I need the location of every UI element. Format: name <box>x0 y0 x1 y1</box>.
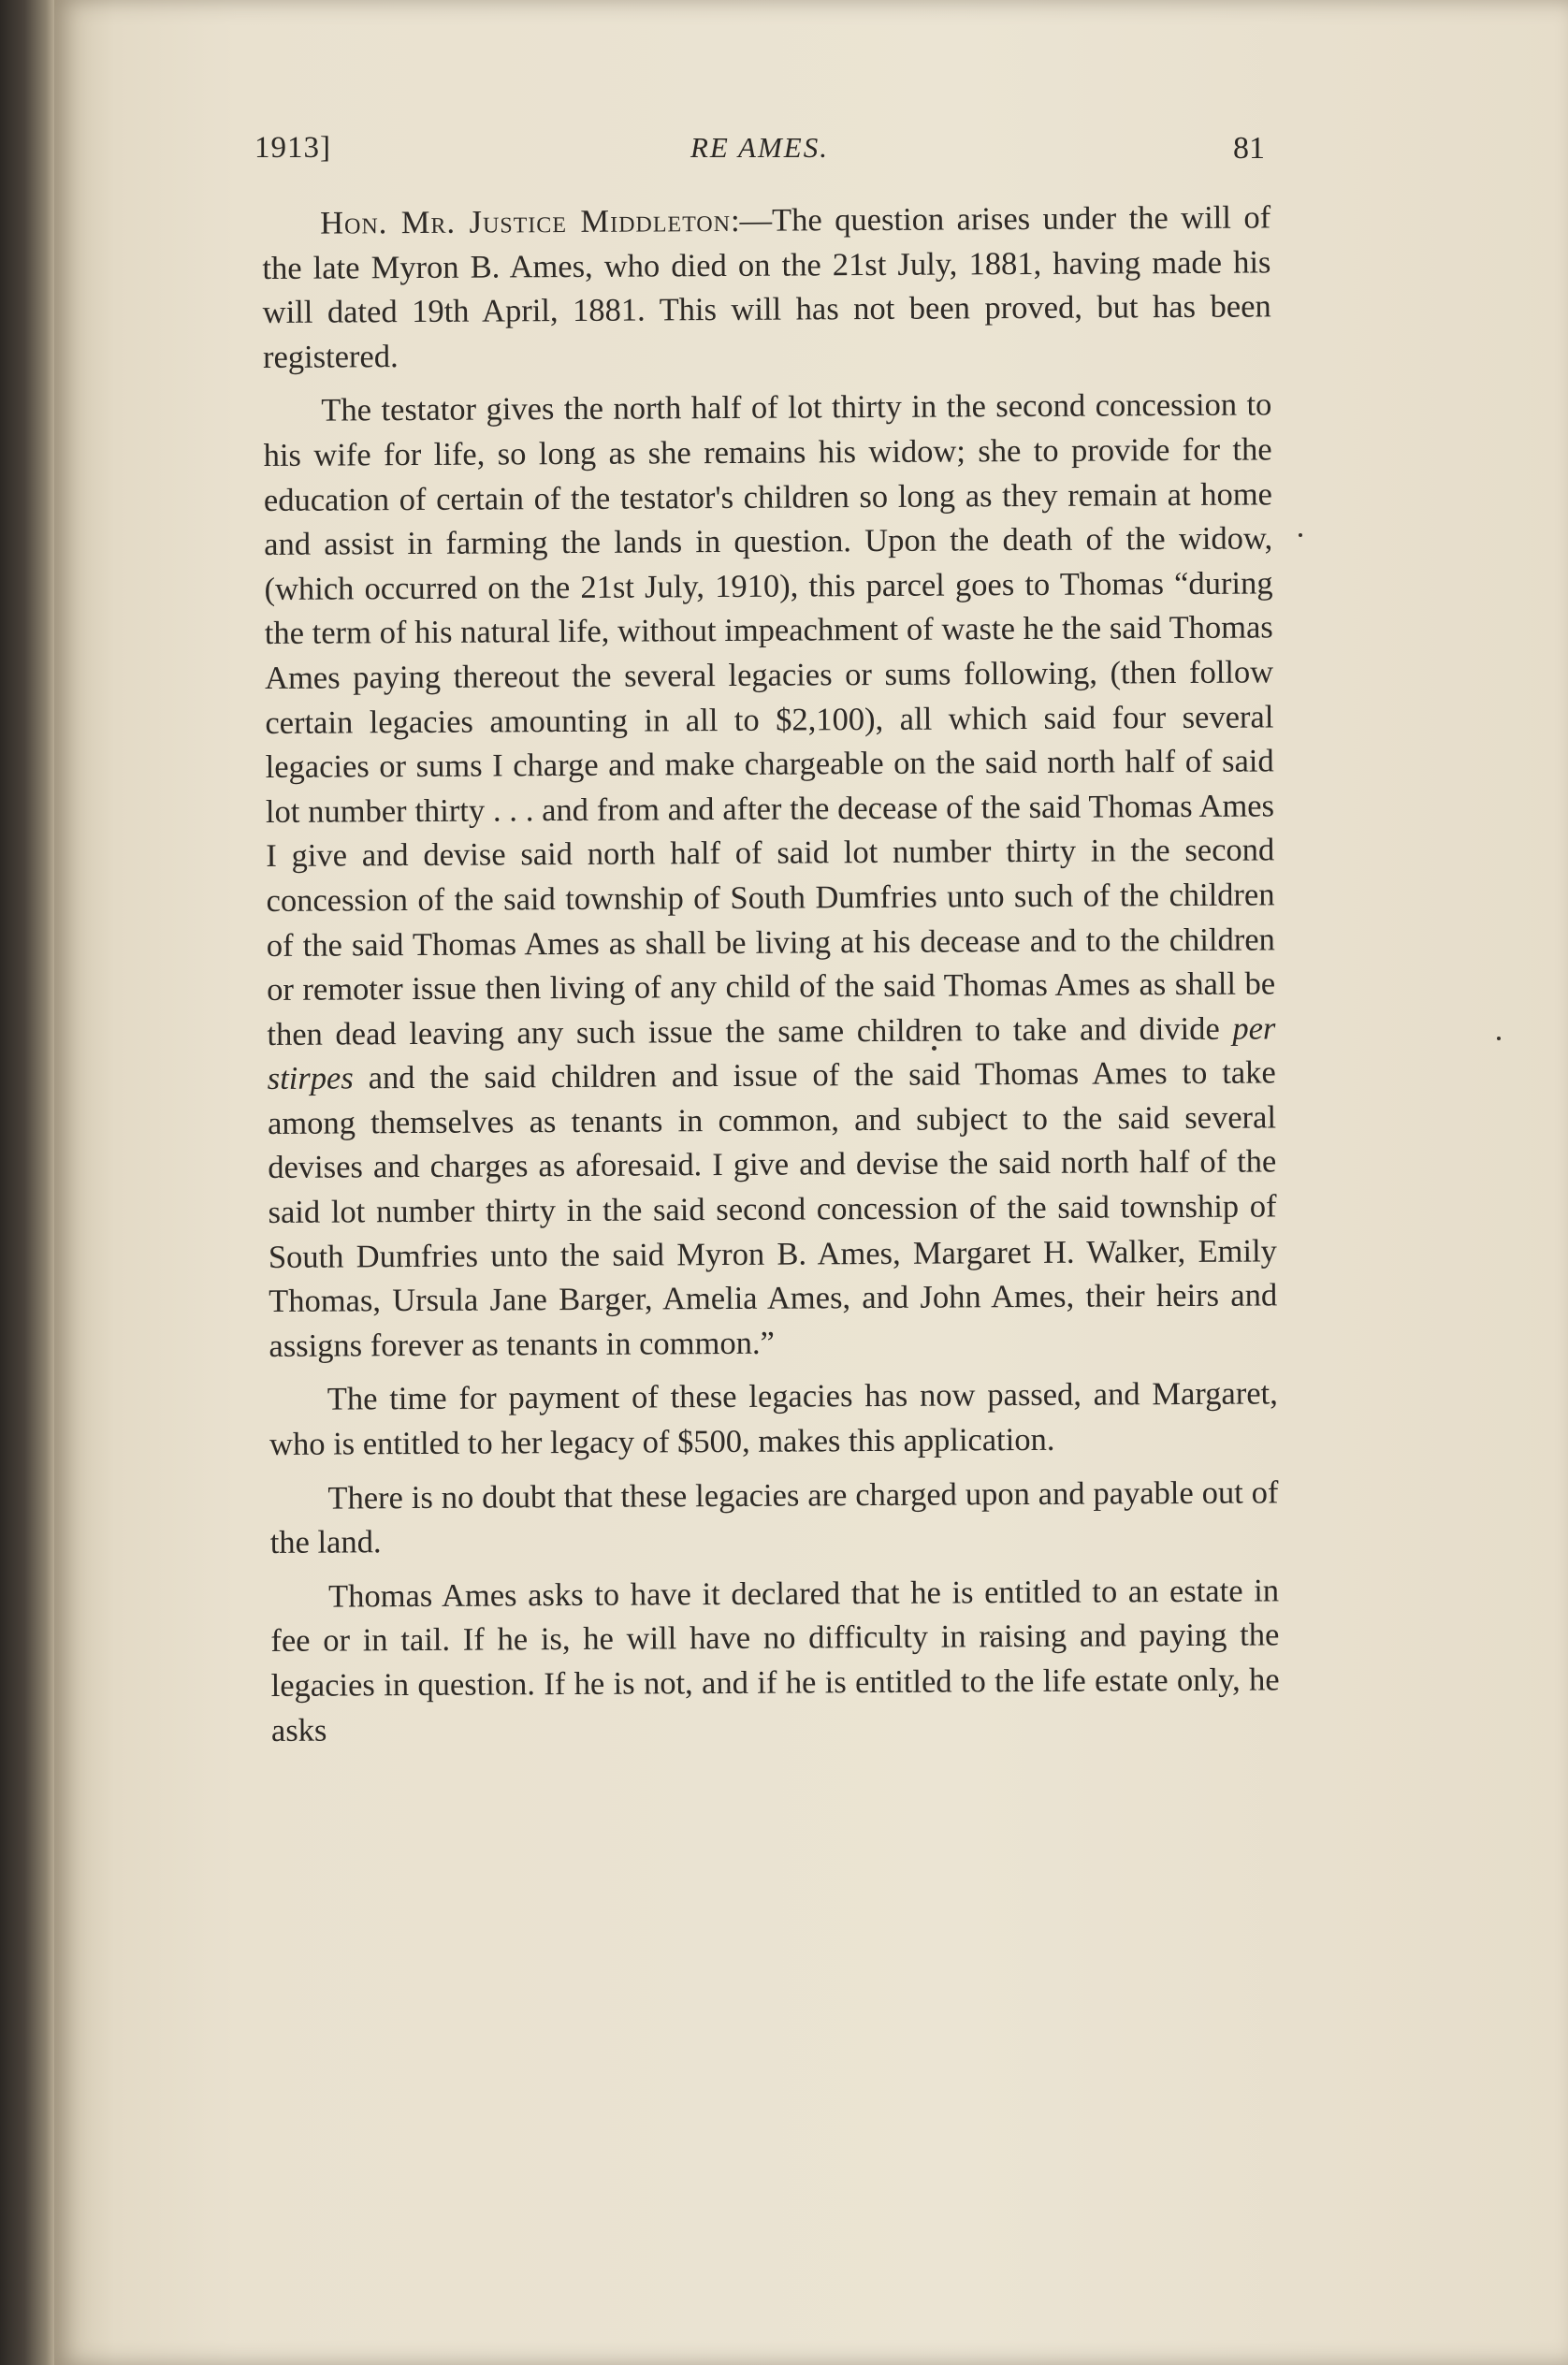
paragraph-1 <box>262 196 1271 380</box>
paragraph-5: Thomas Ames asks to have it declared that he is entitled to an estate in fee or in tail. If he is, he will have no difficulty in raising and paying the legacies in question. If he is not, and if he is entitled to the life estate only, he asks <box>270 1573 1280 1748</box>
paper-speck <box>1497 1037 1501 1040</box>
running-head-year: 1913] <box>254 131 331 165</box>
speaker-name: Hon. Mr. Justice Middleton <box>320 202 732 241</box>
page-number: 81 <box>1233 131 1265 166</box>
running-head-title: RE AMES. <box>690 131 829 164</box>
speaker-punct: :— <box>730 202 773 239</box>
paragraph-2-text-before: The testator gives the north half of lot thirty in the second concession to his wife for life, so long as she remains his widow; she to provide for the education of certain of the testator's children so long as they remain at home and assist in farming the lands in question. Upon the death of the widow, (which occurred on the 21st July, 1910), this parcel goes to Thomas “during the term of his natural life, without impeachment of waste he the said Thomas Ames paying thereout the several legacies or sums following, (then follow certain legacies amounting in all to $2,100), all which said four several legacies or sums I charge and make chargeable on the said north half of said lot number thirty . . . and from and after the decease of the said Thomas Ames I give and devise said north half of said lot number thirty in the second concession of the said township of South Dumfries unto such of the children of the said Thomas Ames as shall be living at his decease and to the children or remoter issue then living of any child of the said Thomas Ames as shall be then dead leaving any such issue the same children to take and divide <box>263 386 1276 1052</box>
paragraph-2 <box>263 384 1277 1370</box>
running-head <box>254 131 1265 178</box>
book-spine-shadow <box>0 0 54 2365</box>
body-text <box>262 196 1280 1753</box>
paragraph-3: The time for payment of these legacies has now passed, and Margaret, who is entitled to her legacy of $500, makes this application. <box>269 1375 1278 1463</box>
paper-speck <box>1299 533 1302 537</box>
paragraph-1-text: The question arises under the will of the late Myron B. Ames, who died on the 21st July, 1881, having made his will dated 19th April, 1881. This will has not been proved, but has been registered. <box>262 199 1271 375</box>
paragraph-2-text-after: and the said children and issue of the said Thomas Ames to take among themselves as tenants in common, and subject to the said several devises and charges as aforesaid. I give and devise the said north half of the said lot number thirty in the said second concession of the said township of South Dumfries unto the said Myron B. Ames, Margaret H. Walker, Emily Thomas, Ursula Jane Barger, Amelia Ames, and John Ames, their heirs and assigns forever as tenants in common.” <box>267 1054 1278 1364</box>
paragraph-4: There is no doubt that these legacies are charged upon and payable out of the land. <box>269 1474 1279 1561</box>
italic-phrase: per stirpes <box>267 1010 1276 1097</box>
